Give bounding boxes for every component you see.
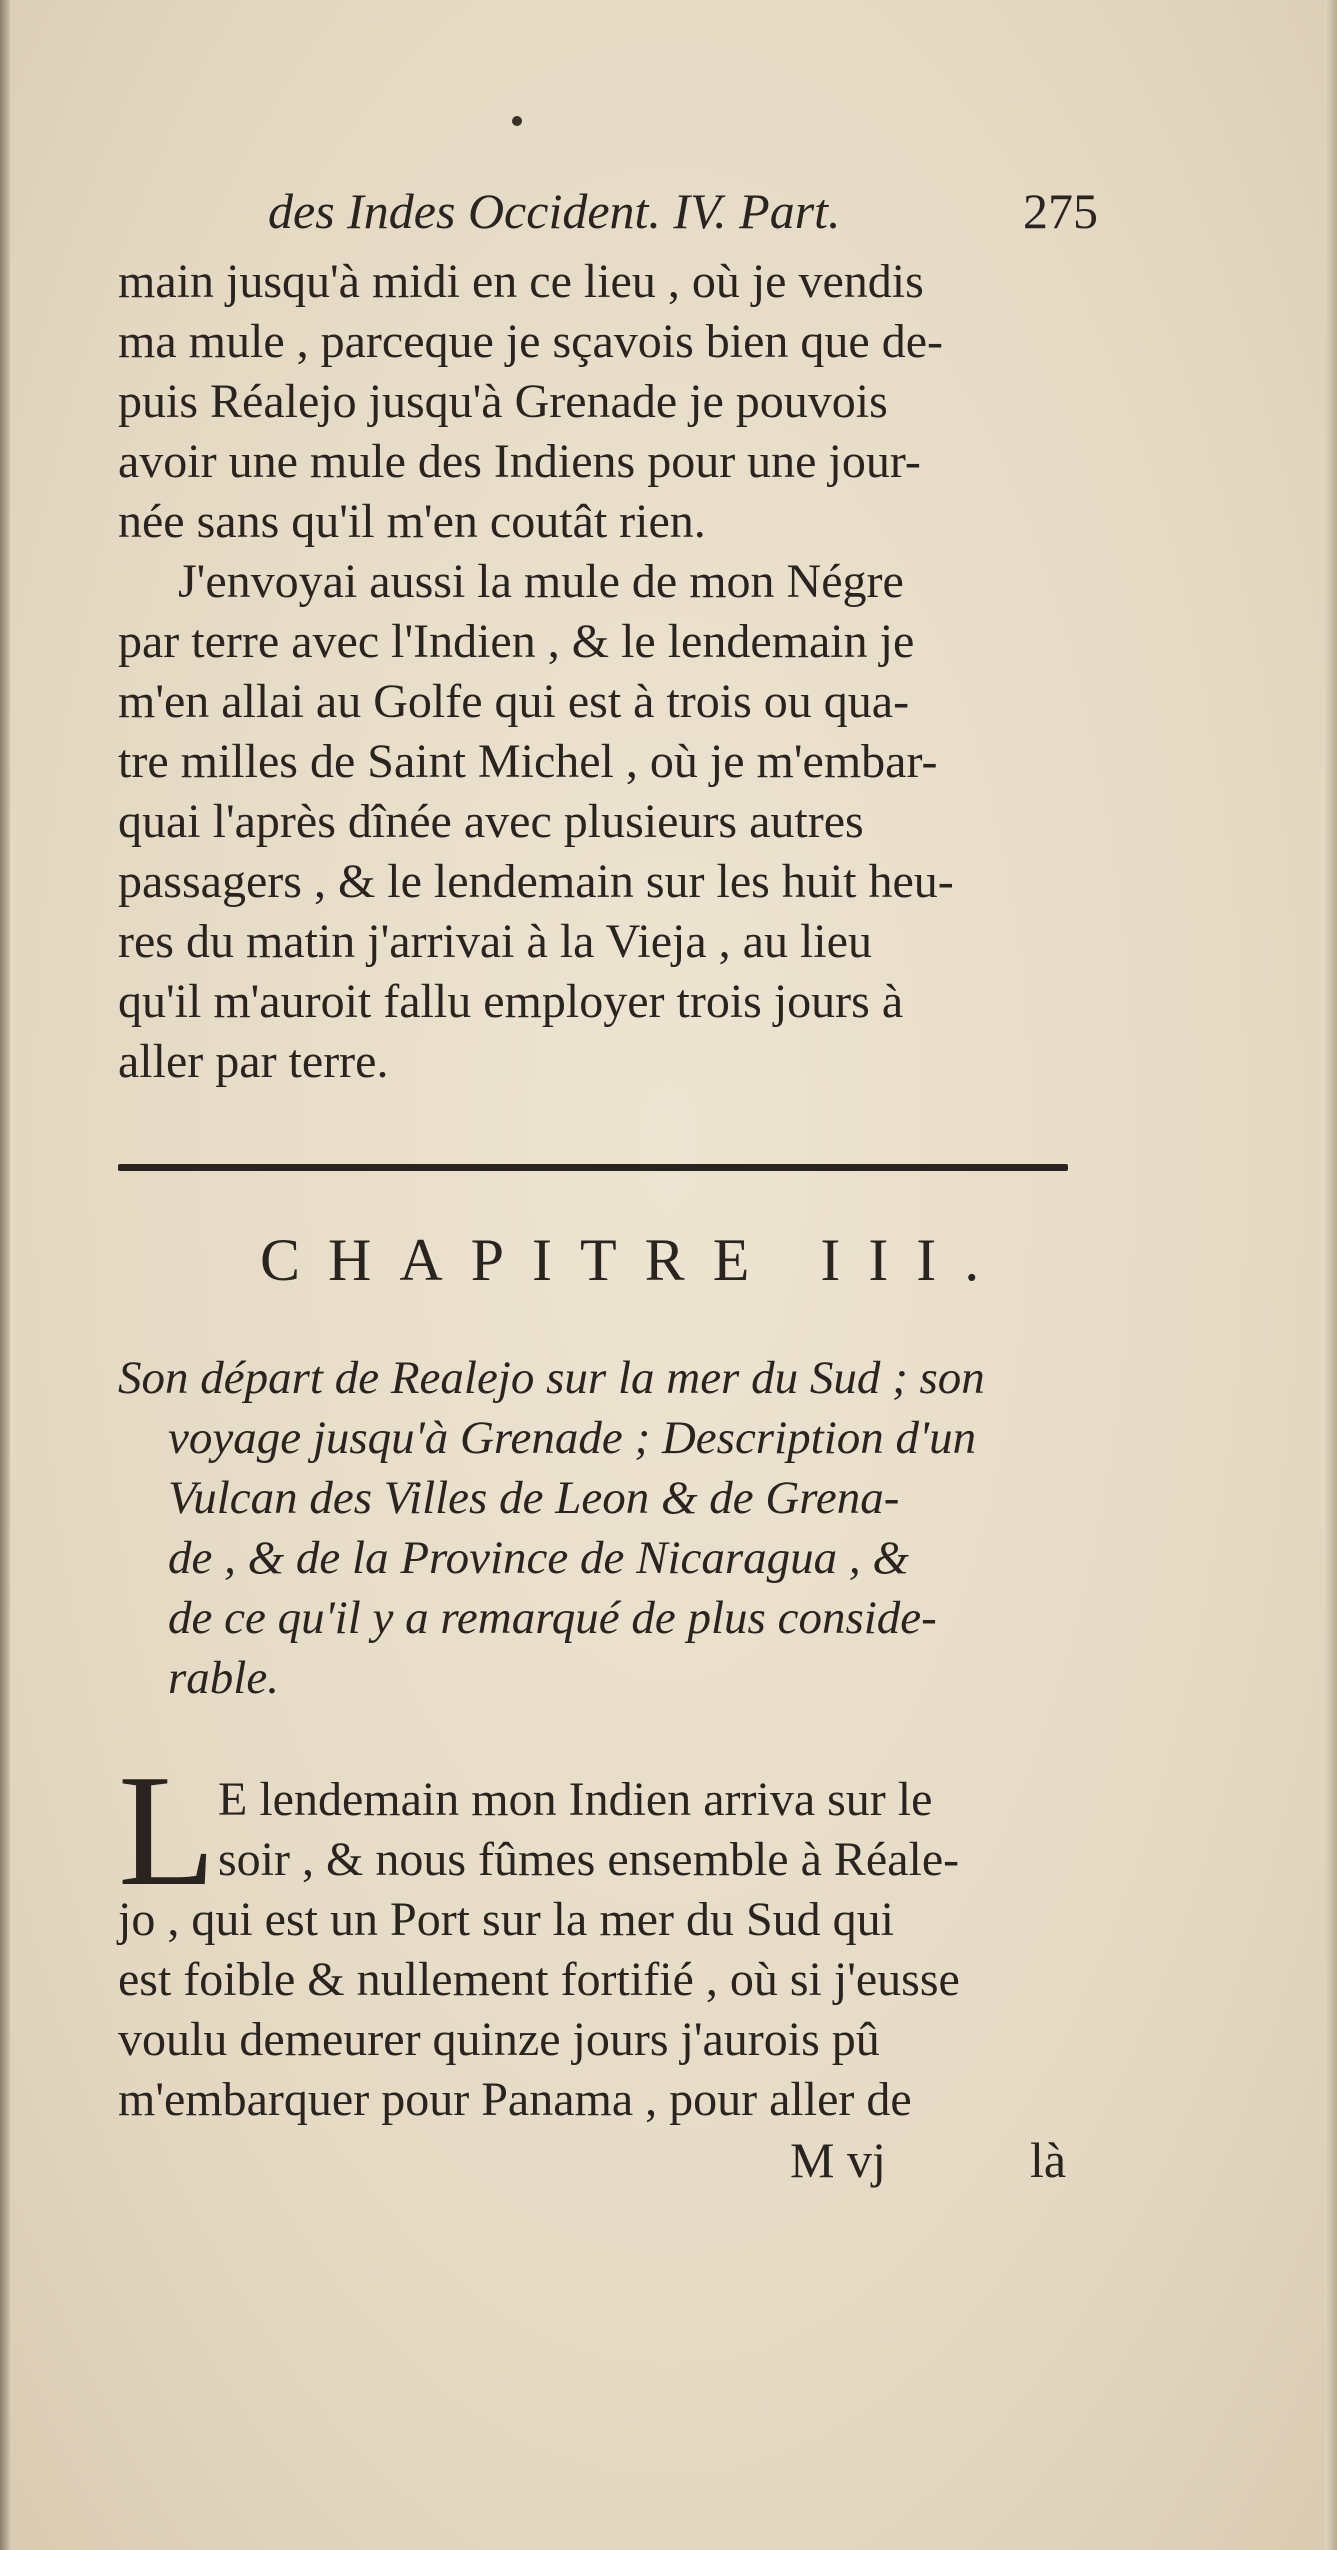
text-line: née sans qu'il m'en coutât rien. [118, 495, 706, 548]
text-line: par terre avec l'Indien , & le lendemain je [118, 615, 915, 668]
chapter-divider-rule [118, 1164, 1068, 1171]
chapter-title: CHAPITRE III. [260, 1227, 1008, 1293]
text-line: qu'il m'auroit fallu employer trois jours à [118, 975, 904, 1028]
text-line: main jusqu'à midi en ce lieu , où je vendis [118, 255, 924, 308]
paragraph-continued [118, 252, 1098, 1092]
summary-line: voyage jusqu'à Grenade ; Description d'un [168, 1412, 977, 1464]
text-line: quai l'après dînée avec plusieurs autres [118, 795, 864, 848]
text-line: passagers , & le lendemain sur les huit heu- [118, 855, 954, 908]
page-left-edge [0, 0, 10, 2550]
text-line: J'envoyai aussi la mule de mon Négre [178, 555, 904, 608]
page-header [268, 176, 1098, 246]
text-line: res du matin j'arrivai à la Vieja , au lieu [118, 915, 872, 968]
summary-line: rable. [168, 1652, 279, 1704]
drop-cap: L [118, 1741, 216, 1919]
summary-line: de , & de la Province de Nicaragua , & [168, 1532, 909, 1584]
summary-line: de ce qu'il y a remarqué de plus conside- [168, 1592, 937, 1644]
signature-mark: M vj [790, 2132, 886, 2188]
page-number: 275 [1023, 183, 1098, 239]
page-right-edge [1325, 0, 1337, 2550]
text-line: avoir une mule des Indiens pour une jour- [118, 435, 921, 488]
ornament-dot [512, 116, 522, 126]
text-line: ma mule , parceque je sçavois bien que de- [118, 315, 943, 368]
text-line: aller par terre. [118, 1035, 389, 1088]
text-line: soir , & nous fûmes ensemble à Réale- [218, 1833, 960, 1886]
text-line: voulu demeurer quinze jours j'aurois pû [118, 2013, 880, 2066]
chapter-summary [118, 1348, 1098, 1708]
text-line: m'embarquer pour Panama , pour aller de [118, 2073, 912, 2126]
text-line: puis Réalejo jusqu'à Grenade je pouvois [118, 375, 888, 428]
summary-line: Son départ de Realejo sur la mer du Sud ; son [118, 1352, 985, 1404]
running-head: des Indes Occident. IV. Part. [268, 183, 841, 239]
text-line: tre milles de Saint Michel , où je m'embar- [118, 735, 938, 788]
chapter-body [118, 1741, 1098, 2130]
summary-line: Vulcan des Villes de Leon & de Grena- [168, 1472, 900, 1524]
text-line: m'en allai au Golfe qui est à trois ou qua- [118, 675, 910, 728]
catchword: là [1030, 2132, 1067, 2188]
text-line: jo , qui est un Port sur la mer du Sud qui [118, 1893, 894, 1946]
text-line: E lendemain mon Indien arriva sur le [218, 1773, 933, 1826]
text-line: est foible & nullement fortifié , où si j'eusse [118, 1953, 960, 2006]
